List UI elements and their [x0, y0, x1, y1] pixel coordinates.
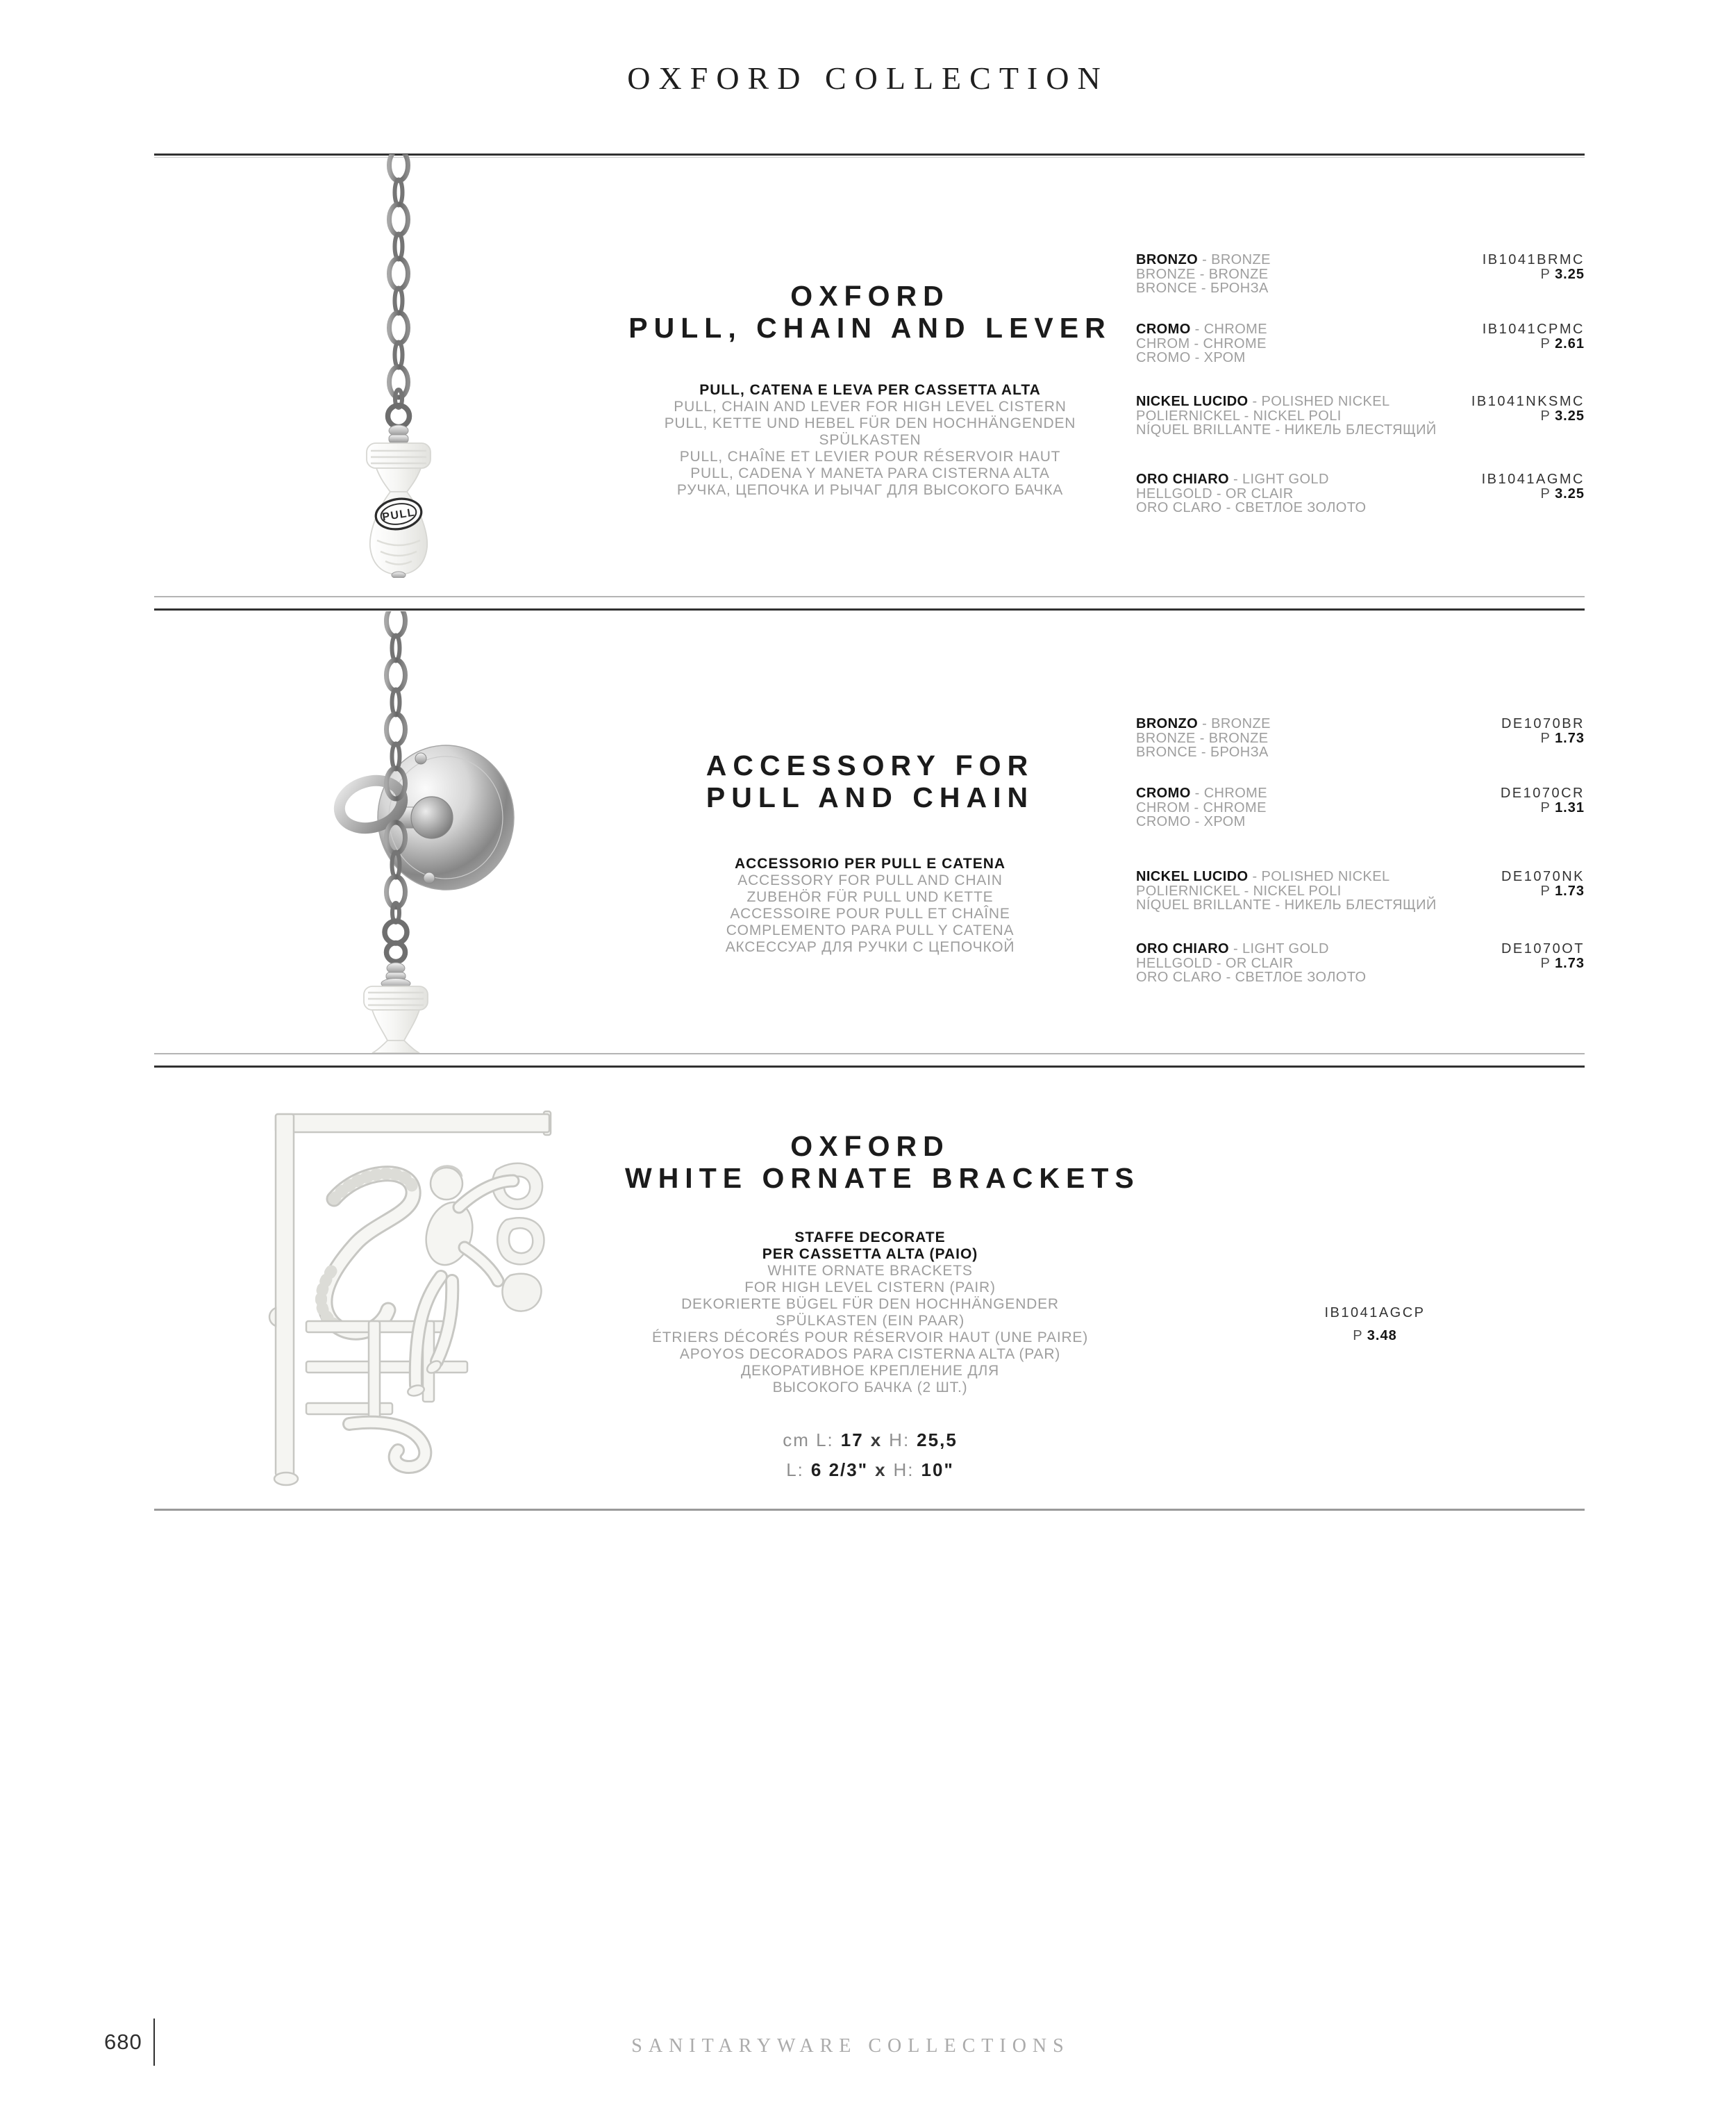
section-title — [625, 1130, 1140, 1194]
finish-name-en: - BRONZE — [1202, 252, 1271, 267]
pull-chain-and-lever-photo — [322, 154, 475, 578]
chain — [388, 154, 410, 427]
section-description — [597, 1263, 1143, 1396]
finish-list — [1136, 154, 1585, 608]
price-prefix: P — [1540, 955, 1551, 971]
bottom-scroll — [349, 1423, 425, 1467]
dim-label: H: — [893, 1459, 915, 1480]
product-code: IB1041AGCP — [1324, 1305, 1426, 1320]
product-code: IB1041NKSMC — [1471, 394, 1585, 409]
description-line-it: ACCESSORIO PER PULL E CATENA — [734, 856, 1006, 872]
price-value: 3.25 — [1555, 486, 1585, 502]
finish-alt2: NÍQUEL BRILLANTE - НИКЕЛЬ БЛЕСТЯЩИЙ — [1136, 422, 1437, 438]
description-line: PULL, KETTE UND HEBEL FÜR DEN HOCHHÄNGENDEN — [664, 415, 1076, 431]
description-line: ZUBEHÖR FÜR PULL UND KETTE — [746, 889, 994, 905]
finish-name: BRONZO — [1136, 716, 1199, 731]
dimensions-metric — [597, 1429, 1143, 1450]
finish-alt2: NÍQUEL BRILLANTE - НИКЕЛЬ БЛЕСТЯЩИЙ — [1136, 897, 1437, 913]
price-prefix: P — [1540, 408, 1551, 424]
description-line-it2: PER CASSETTA ALTA (PAIO) — [762, 1246, 978, 1262]
finish-row — [1136, 253, 1585, 301]
finish-name: NICKEL LUCIDO — [1136, 869, 1249, 884]
finish-alt2: ORO CLARO - СВЕТЛОЕ ЗОЛОТО — [1136, 500, 1367, 515]
finish-alt1: HELLGOLD - OR CLAIR — [1136, 486, 1294, 502]
price-value: 3.25 — [1555, 408, 1585, 424]
finish-name: BRONZO — [1136, 252, 1199, 267]
rule-sep2-gray — [154, 1053, 1585, 1054]
finish-alt1: POLIERNICKEL - NICKEL POLI — [1136, 883, 1342, 899]
finish-alt1: HELLGOLD - OR CLAIR — [1136, 955, 1294, 971]
description-line: PULL, CADENA Y MANETA PARA CISTERNA ALTA — [690, 465, 1050, 481]
finish-name-en: - CHROME — [1194, 322, 1267, 337]
white-ornate-bracket-photo — [267, 1110, 559, 1489]
finish-alt2: BRONCE - БРОНЗА — [1136, 281, 1269, 296]
dim-label: H: — [889, 1429, 910, 1450]
description-line: ACCESSORY FOR PULL AND CHAIN — [737, 872, 1003, 888]
finish-name: ORO CHIARO — [1136, 472, 1229, 487]
finish-row — [1136, 786, 1585, 835]
product-code: DE1070OT — [1501, 941, 1585, 956]
bracket-code-block — [1271, 1306, 1479, 1343]
description-line: РУЧКА, ЦЕПОЧКА И РЫЧАГ ДЛЯ ВЫСОКОГО БАЧКА — [676, 482, 1064, 498]
description-line-it: PULL, CATENA E LEVA PER CASSETTA ALTA — [699, 382, 1041, 398]
finish-row — [1136, 395, 1585, 443]
dim-value: 17 — [840, 1429, 864, 1450]
accessory-pull-chain-photo — [312, 611, 562, 1053]
price-value: 1.73 — [1555, 955, 1585, 971]
price-value: 3.48 — [1367, 1327, 1397, 1343]
section-title-line1: ACCESSORY FOR — [706, 749, 1035, 781]
finish-name-en: - POLISHED NICKEL — [1252, 869, 1390, 884]
chrome-ferrule — [389, 425, 408, 443]
section-title-line2: WHITE ORNATE BRACKETS — [625, 1162, 1140, 1194]
description-line: АКСЕССУАР ДЛЯ РУЧКИ С ЦЕПОЧКОЙ — [725, 939, 1015, 955]
description-line: PULL, CHAÎNE ET LEVIER POUR RÉSERVOIR HAUT — [679, 449, 1061, 465]
product-code: DE1070CR — [1500, 786, 1585, 801]
finish-row — [1136, 942, 1585, 990]
finish-alt1: BRONZE - BRONZE — [1136, 266, 1269, 282]
price-value: 3.25 — [1555, 266, 1585, 282]
description-line: ВЫСОКОГО БАЧКА (2 ШТ.) — [772, 1379, 968, 1395]
description-line: WHITE ORNATE BRACKETS — [767, 1263, 973, 1279]
price-prefix: P — [1540, 799, 1551, 815]
finish-name-en: - POLISHED NICKEL — [1252, 394, 1390, 409]
footer-collection-label: SANITARYWARE COLLECTIONS — [631, 2035, 1070, 2057]
dim-value: 10" — [921, 1459, 954, 1480]
dim-x: x — [875, 1459, 887, 1480]
page-number: 680 — [104, 2030, 142, 2054]
section-description — [597, 856, 1143, 956]
section-white-ornate-brackets — [0, 1067, 1736, 1509]
finish-name-en: - CHROME — [1194, 786, 1267, 801]
section-title — [625, 749, 1115, 813]
price-value: 1.73 — [1555, 730, 1585, 746]
dim-value: 6 2/3" — [810, 1459, 869, 1480]
finish-row — [1136, 472, 1585, 521]
section-description — [597, 382, 1143, 499]
description-line: ДЕКОРАТИВНОЕ КРЕПЛЕНИЕ ДЛЯ — [741, 1363, 999, 1379]
product-code: DE1070NK — [1501, 869, 1585, 884]
finish-alt2: CROMO - ХРОМ — [1136, 350, 1246, 365]
pull-badge-label: PULL — [381, 506, 417, 524]
price-value: 1.73 — [1555, 883, 1585, 899]
finish-name-en: - LIGHT GOLD — [1233, 941, 1329, 956]
section-description-bold — [597, 1229, 1143, 1263]
finish-name-en: - LIGHT GOLD — [1233, 472, 1329, 487]
finish-name-en: - BRONZE — [1202, 716, 1271, 731]
description-line: PULL, CHAIN AND LEVER FOR HIGH LEVEL CISTERN — [674, 399, 1067, 415]
finish-list — [1136, 610, 1585, 1053]
finish-alt1: CHROM - CHROME — [1136, 335, 1267, 351]
section-title-line2: PULL, CHAIN AND LEVER — [628, 312, 1112, 344]
dimensions-imperial — [597, 1459, 1143, 1480]
finish-row — [1136, 322, 1585, 371]
price-prefix: P — [1353, 1327, 1363, 1343]
ceramic-pull-top — [364, 986, 428, 1053]
dim-label: L: — [786, 1459, 804, 1480]
section-title-line2: PULL AND CHAIN — [706, 781, 1035, 813]
finish-alt1: POLIERNICKEL - NICKEL POLI — [1136, 408, 1342, 424]
page-title: OXFORD COLLECTION — [627, 60, 1109, 96]
description-line: SPÜLKASTEN (EIN PAAR) — [776, 1313, 965, 1329]
section-title-line1: OXFORD — [790, 280, 950, 312]
finish-alt2: CROMO - ХРОМ — [1136, 814, 1246, 829]
dim-value: 25,5 — [917, 1429, 958, 1450]
price-value: 2.61 — [1555, 335, 1585, 351]
description-line: DEKORIERTE BÜGEL FÜR DEN HOCHHÄNGENDER — [681, 1296, 1059, 1312]
section-title-line1: OXFORD — [790, 1130, 950, 1162]
product-code: IB1041AGMC — [1481, 472, 1585, 487]
description-line-it1: STAFFE DECORATE — [794, 1229, 946, 1245]
finish-alt1: CHROM - CHROME — [1136, 799, 1267, 815]
description-line: SPÜLKASTEN — [819, 432, 921, 448]
section-pull-chain-lever — [0, 154, 1736, 608]
price-prefix: P — [1540, 335, 1551, 351]
finish-row — [1136, 717, 1585, 765]
description-line: COMPLEMENTO PARA PULL Y CATENA — [726, 922, 1015, 938]
description-line: ÉTRIERS DÉCORÉS POUR RÉSERVOIR HAUT (UNE PAIRE) — [651, 1329, 1089, 1345]
price-prefix: P — [1540, 266, 1551, 282]
chrome-ferrule — [381, 963, 410, 989]
description-line: FOR HIGH LEVEL CISTERN (PAIR) — [744, 1279, 996, 1295]
finish-name: NICKEL LUCIDO — [1136, 394, 1249, 409]
product-code: DE1070BR — [1501, 716, 1585, 731]
product-code: IB1041BRMC — [1482, 252, 1585, 267]
description-line: ACCESSOIRE POUR PULL ET CHAÎNE — [730, 906, 1010, 922]
dim-x: x — [870, 1429, 883, 1450]
finish-name: CROMO — [1136, 322, 1191, 337]
finish-alt2: BRONCE - БРОНЗА — [1136, 745, 1269, 760]
product-code: IB1041CPMC — [1482, 322, 1585, 337]
price-prefix: P — [1540, 486, 1551, 502]
section-title — [625, 280, 1115, 344]
ribbon-scroll — [321, 1174, 413, 1332]
rule-bottom — [154, 1509, 1585, 1511]
finish-row — [1136, 870, 1585, 918]
section-accessory-pull-chain — [0, 610, 1736, 1053]
handle-end-nub — [392, 572, 406, 578]
finish-alt1: BRONZE - BRONZE — [1136, 730, 1269, 746]
finish-name: ORO CHIARO — [1136, 941, 1229, 956]
description-line: APOYOS DECORADOS PARA CISTERNA ALTA (PAR) — [679, 1346, 1061, 1362]
price-prefix: P — [1540, 730, 1551, 746]
price-value: 1.31 — [1555, 799, 1585, 815]
s-hook — [385, 921, 407, 962]
dim-label: cm L: — [783, 1429, 834, 1450]
finish-name: CROMO — [1136, 786, 1191, 801]
price-prefix: P — [1540, 883, 1551, 899]
finish-alt2: ORO CLARO - СВЕТЛОЕ ЗОЛОТО — [1136, 970, 1367, 985]
